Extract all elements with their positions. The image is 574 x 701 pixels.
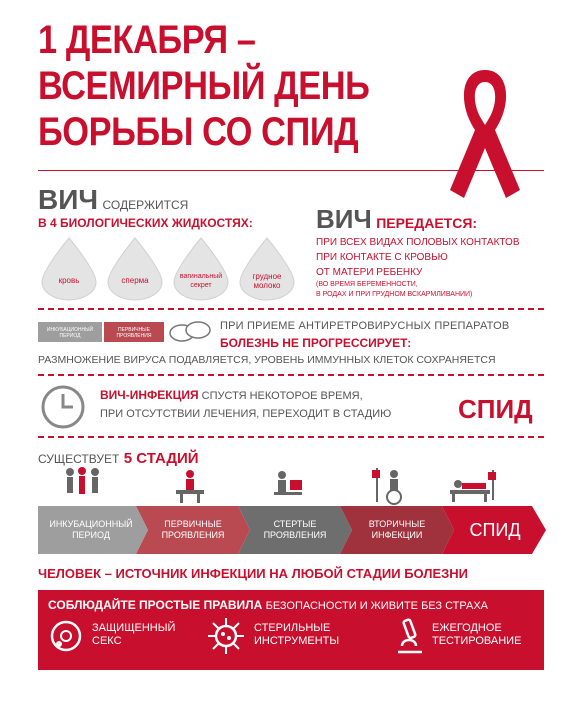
rule-item-line: ТЕСТИРОВАНИЕ (432, 635, 522, 647)
hospital-bed-icon (448, 470, 504, 504)
mini-stage: ИНКУБАЦИОННЫЙ ПЕРИОД (38, 322, 102, 342)
divider (38, 374, 544, 376)
people-group-icon (62, 466, 104, 504)
drop-icon (170, 236, 232, 302)
stage-label: СТЕРТЫЕ ПРОЯВЛЕНИЯ (263, 519, 327, 540)
therapy-line-1: ПРИ ПРИЕМЕ АНТИРЕТРОВИРУСНЫХ ПРЕПАРАТОВ (220, 320, 510, 332)
fluids-heading (38, 184, 188, 216)
stages-intro: СУЩЕСТВУЕТ (38, 452, 120, 466)
transmission-item: ПРИ КОНТАКТЕ С КРОВЬЮ (316, 252, 448, 263)
transmits-label: ПЕРЕДАЕТСЯ: (376, 215, 478, 231)
rule-item-line: ЕЖЕГОДНОЕ (432, 622, 502, 634)
pills-icon (168, 318, 212, 344)
rule-item-line: ЗАЩИЩЕННЫЙ (92, 622, 176, 634)
clock-icon (40, 384, 86, 430)
warning-text: ЧЕЛОВЕК – ИСТОЧНИК ИНФЕКЦИИ НА ЛЮБОЙ СТАДИИ БОЛЕЗНИ (38, 566, 469, 581)
rules-heading-bold: СОБЛЮДАЙТЕ ПРОСТЫЕ ПРАВИЛА (48, 598, 263, 612)
wheelchair-icon (370, 466, 410, 506)
transmission-item: ПРИ ВСЕХ ВИДАХ ПОЛОВЫХ КОНТАКТОВ (316, 237, 520, 248)
rule-item (254, 622, 339, 648)
stage-label: ИНКУБАЦИОННЫЙ ПЕРИОД (49, 519, 133, 540)
person-desk-icon (172, 468, 208, 504)
stage-label-aids: СПИД (469, 519, 521, 540)
divider (38, 170, 544, 171)
microscope-icon (392, 616, 426, 656)
fluid-drops (38, 236, 298, 306)
drop-icon (104, 236, 166, 302)
progression-text: СПУСТЯ НЕКОТОРОЕ ВРЕМЯ, (201, 390, 363, 402)
rule-item (432, 622, 521, 648)
hiv-label: ВИЧ (38, 184, 99, 215)
drop-label: вагинальный секрет (179, 273, 223, 289)
transmission-note: В РОДАХ И ПРИ ГРУДНОМ ВСКАРМЛИВАНИИ) (316, 291, 473, 298)
stage-label: ВТОРИЧНЫЕ ИНФЕКЦИИ (368, 519, 426, 540)
rule-item-line: СЕКС (92, 635, 122, 647)
fluids-subtitle: В 4 БИОЛОГИЧЕСКИХ ЖИДКОСТЯХ: (38, 216, 253, 230)
transmission-list (316, 235, 520, 300)
rule-item-line: СТЕРИЛЬНЫЕ (254, 622, 331, 634)
hiv-infection-label: ВИЧ-ИНФЕКЦИЯ (100, 388, 199, 402)
therapy-line-2: БОЛЕЗНЬ НЕ ПРОГРЕССИРУЕТ: (220, 336, 412, 350)
rules-heading (48, 598, 488, 612)
stages-count: 5 СТАДИЙ (123, 450, 199, 467)
transmission-item: ОТ МАТЕРИ РЕБЕНКУ (316, 267, 423, 278)
red-ribbon-icon (430, 60, 540, 200)
title-line-3: БОРЬБЫ СО СПИД (38, 110, 359, 154)
rule-item (92, 622, 175, 648)
divider (38, 308, 544, 310)
drop-icon (38, 236, 100, 302)
hiv-label: ВИЧ (316, 204, 372, 234)
drop-label: грудное молоко (252, 272, 282, 290)
transmission-note: (ВО ВРЕМЯ БЕРЕМЕННОСТИ, (316, 281, 418, 288)
progression-line-2: ПРИ ОТСУТСТВИИ ЛЕЧЕНИЯ, ПЕРЕХОДИТ В СТАДИЮ (100, 408, 392, 420)
drop-icon (236, 236, 298, 302)
rules-heading-rest: БЕЗОПАСНОСТИ И ЖИВИТЕ БЕЗ СТРАХА (265, 600, 488, 612)
title-line-1: 1 ДЕКАБРЯ – (38, 18, 256, 62)
therapy-line-3: РАЗМНОЖЕНИЕ ВИРУСА ПОДАВЛЯЕТСЯ, УРОВЕНЬ ИММУННЫХ КЛЕТОК СОХРАНЯЕТСЯ (38, 354, 496, 366)
drop-label: кровь (58, 276, 80, 285)
progression-line-1 (100, 388, 363, 402)
virus-icon (206, 616, 246, 656)
title-line-2: ВСЕМИРНЫЙ ДЕНЬ (38, 64, 370, 108)
transmission-heading (316, 204, 477, 235)
person-computer-icon (270, 468, 306, 504)
rule-item-line: ИНСТРУМЕНТЫ (254, 635, 340, 647)
contains-label: СОДЕРЖИТСЯ (102, 198, 189, 212)
divider (38, 436, 544, 438)
stage-label: ПЕРВИЧНЫЕ ПРОЯВЛЕНИЯ (161, 519, 225, 540)
drop-label: сперма (121, 276, 149, 285)
aids-label: СПИД (458, 394, 533, 424)
condom-icon (48, 618, 84, 654)
mini-stage: ПЕРВИЧНЫЕ ПРОЯВЛЕНИЯ (104, 322, 164, 342)
